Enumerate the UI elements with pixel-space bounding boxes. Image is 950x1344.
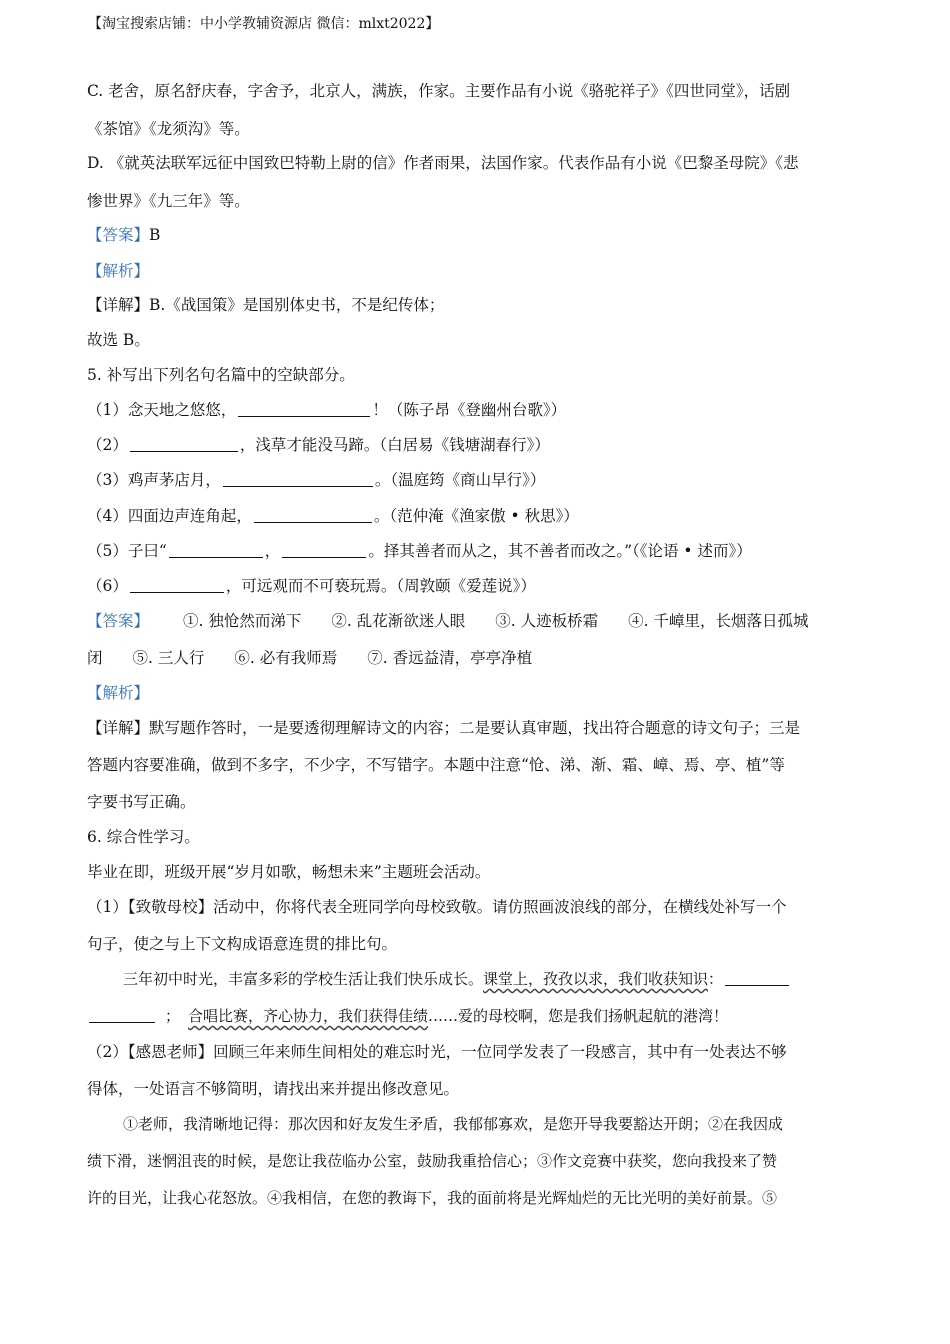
q5-item-3: [87, 470, 545, 490]
passage-colon: ：: [708, 970, 724, 988]
q4-conclusion: 故选 B。: [87, 331, 150, 349]
q5-analysis-tag: 【解析】: [87, 684, 150, 702]
fill-blank-4[interactable]: [254, 507, 372, 523]
q5-item-6-post: ，可远观而不可亵玩焉。（周敦颐《爱莲说》）: [225, 577, 536, 595]
q6-passage-line1: [123, 969, 791, 989]
q5-item-2-post: ，浅草才能没马蹄。（白居易《钱塘湖春行》）: [239, 436, 550, 454]
q6-speech-line1: ①老师，我清晰地记得：那次因和好友发生矛盾，我郁郁寡欢，是您开导我要豁达开朗；②在我因成: [123, 1115, 784, 1133]
answer-5: ⑤. 三人行: [132, 649, 205, 667]
answer-4-continuation: 闭: [87, 649, 103, 667]
fill-blank-3[interactable]: [223, 471, 373, 487]
answer-tag: 【答案】: [87, 612, 150, 630]
fill-blank-5[interactable]: [169, 542, 263, 558]
passage-fill-blank-a[interactable]: [725, 970, 789, 986]
passage-wavy-example-1: 课堂上，孜孜以求，我们收获知识: [483, 970, 709, 988]
passage-tail: ……爱的母校啊，您是我们扬帆起航的港湾！: [428, 1007, 729, 1025]
q5-item-5-post: 。择其善者而从之，其不善者而改之。”（《论语 • 述而》）: [368, 542, 752, 560]
detail-tag: 【详解】: [87, 719, 150, 737]
q6-speech-line3: 许的目光，让我心花怒放。④我相信，在您的教诲下，我的面前将是光辉灿烂的无比光明的美好前景。⑤: [87, 1189, 778, 1207]
q5-item-6-pre: （6）: [87, 577, 128, 595]
q5-item-1-pre: （1）念天地之悠悠，: [87, 401, 237, 419]
q4-answer: [87, 225, 160, 245]
answer-2: ②. 乱花渐欲迷人眼: [331, 612, 466, 630]
q5-item-3-pre: （3）鸡声茅店月，: [87, 471, 221, 489]
fill-blank-1[interactable]: [238, 401, 370, 417]
answer-value: B: [149, 226, 161, 244]
passage-lead: 三年初中时光，丰富多彩的学校生活让我们快乐成长。: [123, 970, 484, 988]
q6-part1-line2: 句子，使之与上下文构成语意连贯的排比句。: [87, 935, 398, 953]
q6-part2-line2: 得体，一处语言不够简明，请找出来并提出修改意见。: [87, 1080, 460, 1098]
q5-answers-line1: [87, 611, 808, 631]
q4-detail: [87, 295, 444, 315]
passage-semicolon: ；: [165, 1007, 181, 1025]
detail-text: 默写题作答时，一是要透彻理解诗文的内容；二是要认真审题，找出符合题意的诗文句子；三是: [149, 719, 801, 737]
q5-item-4: [87, 506, 579, 526]
answer-6: ⑥. 必有我师焉: [234, 649, 338, 667]
q5-item-1-post: ！（陈子昂《登幽州台歌》）: [372, 401, 567, 419]
passage-wavy-example-2: 合唱比赛，齐心协力，我们获得佳绩: [188, 1007, 429, 1025]
answer-tag: 【答案】: [87, 226, 150, 244]
q5-item-5: [87, 541, 752, 561]
q5-title: 5. 补写出下列名句名篇中的空缺部分。: [87, 366, 355, 384]
q6-title: 6. 综合性学习。: [87, 828, 200, 846]
q5-detail-line2: 答题内容要准确，做到不多字，不少字，不写错字。本题中注意“怆、涕、渐、霜、嶂、焉、亭、植”等: [87, 756, 785, 774]
fill-blank-2[interactable]: [130, 436, 238, 452]
q6-part2-line1: （2）【感恩老师】回顾三年来师生间相处的难忘时光，一位同学发表了一段感言，其中有一处表达不够: [87, 1043, 787, 1061]
q5-detail-line1: [87, 718, 800, 738]
q5-answers-line2: [87, 648, 532, 668]
q5-item-1: [87, 400, 566, 420]
answer-4: ④. 千嶂里，长烟落日孤城: [628, 612, 809, 630]
answer-7: ⑦. 香远益清，亭亭净植: [367, 649, 533, 667]
q5-item-2-pre: （2）: [87, 436, 128, 454]
fill-blank-7[interactable]: [130, 577, 224, 593]
q4-option-c-line1: C. 老舍，原名舒庆春，字舍予，北京人，满族，作家。主要作品有小说《骆驼祥子》《四世同堂》，话剧: [87, 82, 791, 100]
q5-item-4-pre: （4）四面边声连角起，: [87, 507, 252, 525]
q5-item-3-post: 。（温庭筠《商山早行》）: [374, 471, 546, 489]
passage-fill-blank-b[interactable]: [89, 1007, 155, 1023]
detail-text: B.《战国策》是国别体史书，不是纪传体；: [149, 296, 445, 314]
q5-item-2: [87, 435, 550, 455]
q4-option-d-line2: 惨世界》《九三年》等。: [87, 192, 250, 210]
q6-part1-line1: （1）【致敬母校】活动中，你将代表全班同学向母校致敬。请仿照画波浪线的部分，在横线处补写一个: [87, 898, 787, 916]
answer-1: ①. 独怆然而涕下: [183, 612, 302, 630]
q5-item-5-pre: （5）子曰“: [87, 542, 167, 560]
page-header: 【淘宝搜索店铺：中小学教辅资源店 微信：mlxt2022】: [88, 16, 440, 32]
q4-analysis-tag: 【解析】: [87, 262, 150, 280]
q6-speech-line2: 绩下滑，迷惘沮丧的时候，是您让我莅临办公室，鼓励我重拾信心；③作文竞赛中获奖，您向我投来了赞: [87, 1152, 778, 1170]
q5-item-5-mid: ，: [264, 542, 281, 560]
q6-intro: 毕业在即，班级开展“岁月如歌，畅想未来”主题班会活动。: [87, 863, 491, 881]
fill-blank-6[interactable]: [282, 542, 366, 558]
q5-detail-line3: 字要书写正确。: [87, 793, 196, 811]
q4-option-c-line2: 《茶馆》《龙须沟》等。: [87, 120, 250, 138]
q6-passage-line2: [87, 1006, 728, 1026]
answer-3: ③. 人迹板桥霜: [495, 612, 599, 630]
q5-item-4-post: 。（范仲淹《渔家傲 • 秋思》）: [373, 507, 579, 525]
detail-tag: 【详解】: [87, 296, 150, 314]
q4-option-d-line1: D. 《就英法联军远征中国致巴特勒上尉的信》作者雨果，法国作家。代表作品有小说《巴黎圣母院》《悲: [87, 154, 799, 172]
q5-item-6: [87, 576, 536, 596]
